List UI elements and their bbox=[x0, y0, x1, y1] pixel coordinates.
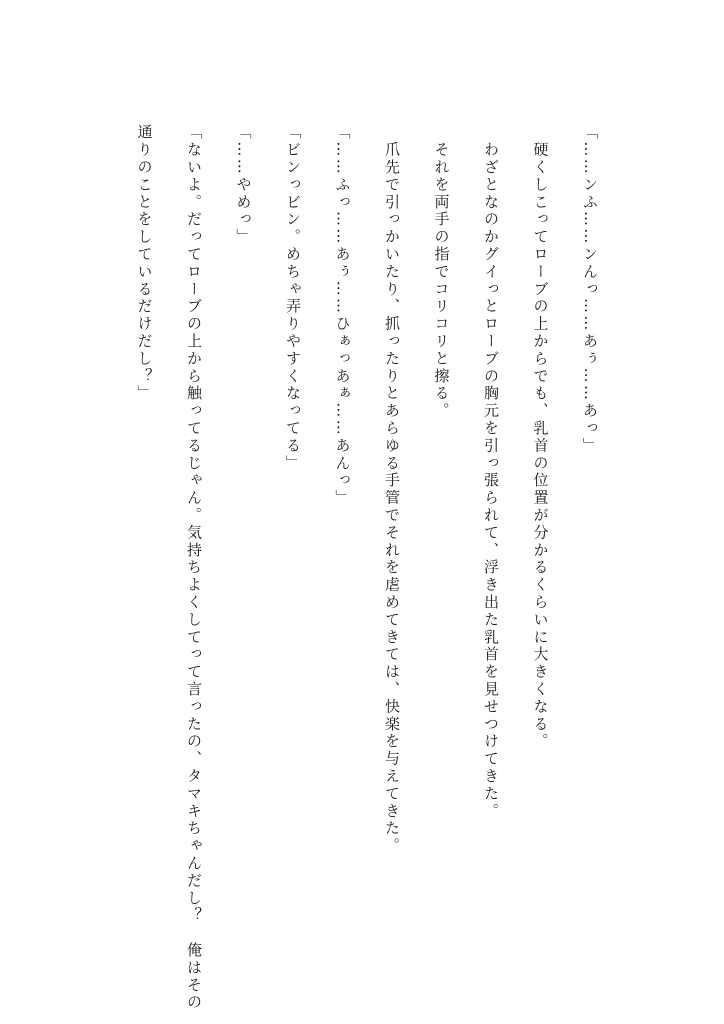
text-line-4: それを両手の指でコリコリと擦る。 bbox=[432, 124, 451, 420]
text-line-3: わざとなのかグイっとローブの胸元を引っ張られて、浮き出た乳首を見せつけてきた。 bbox=[482, 124, 500, 820]
text-line-5: 爪先で引っかいたり、抓ったりとあらゆる手管でそれを虐めてきては、快楽を与えてきた。 bbox=[383, 124, 401, 855]
text-line-7: 「ビンっビン。めちゃ弄りやすくなってる」 bbox=[284, 124, 302, 472]
text-line-6: 「……ふっ……あぅ……ひぁっあぁ……あんっ」 bbox=[333, 124, 352, 507]
text-line-2: 硬くしこってローブの上からでも、乳首の位置が分かるくらいに大きくなる。 bbox=[531, 124, 550, 751]
text-line-10: 通りのことをしているだけだし？」 bbox=[135, 124, 154, 403]
text-line-8: 「……やめっ」 bbox=[234, 124, 253, 246]
text-line-9: 「ないよ。だってローブの上から触ってるじゃん。気持ちよくしてって言ったの、タマキちゃんだし？ 俺はその bbox=[185, 124, 203, 1012]
vertical-text-body bbox=[135, 124, 614, 1012]
text-line-1: 「……ンふ……ンんっ……あぅ……あっ」 bbox=[581, 124, 599, 455]
